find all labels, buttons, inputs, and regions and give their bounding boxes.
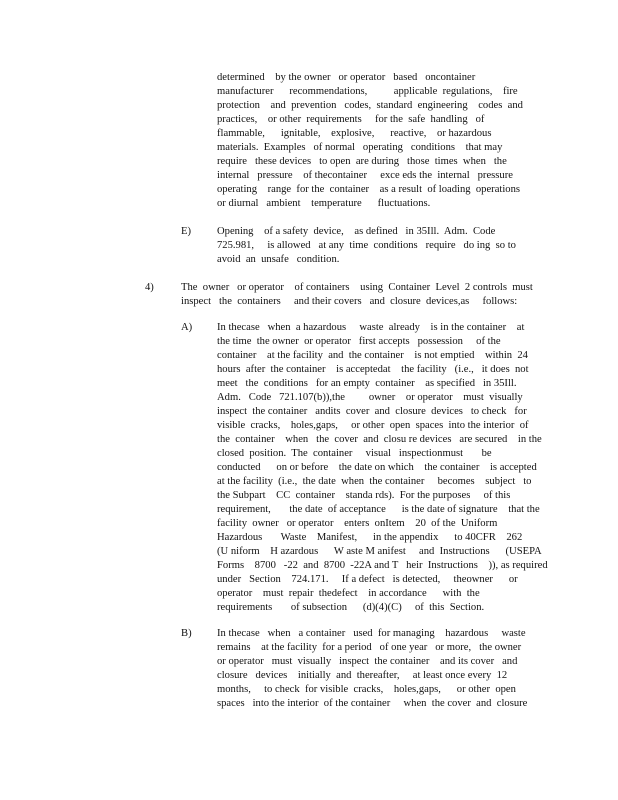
item-4-line: inspect the containers and their covers and closure devices,as follows:: [181, 296, 518, 307]
item-b-line: months, to check for visible cracks, holes,gaps, or other open: [217, 684, 516, 695]
item-a-line: Adm. Code 721.107(b)),the owner or operator must visually: [217, 392, 523, 403]
item-b-line: closure devices initially and thereafter, at least once every 12: [217, 670, 508, 681]
item-a-line: meet the conditions for an empty container as specified in 35Ill.: [217, 378, 517, 389]
item-a-line: requirement, the date of acceptance is the date of signature that the: [217, 504, 540, 515]
item-a-label: A): [181, 322, 193, 333]
item-a-line: the container when the cover and closu re devices are secured in the: [217, 434, 542, 445]
item-a-line: the time the owner or operator first accepts possession of the: [217, 336, 501, 347]
item-a-line: the Subpart CC container standa rds). For the purposes of this: [217, 490, 511, 501]
continuation-line: require these devices to open are during those times when the: [217, 156, 507, 167]
item-a-line: container at the facility and the container is not emptied within 24: [217, 350, 528, 361]
item-a-line: visible cracks, holes,gaps, or other open spaces into the interior of: [217, 420, 529, 431]
item-a-line: closed position. The container visual inspectionmust be: [217, 448, 492, 459]
item-a-line: at the facility (i.e., the date when the container becomes subject to: [217, 476, 532, 487]
item-e-line: avoid an unsafe condition.: [217, 254, 340, 265]
continuation-line: practices, or other requirements for the safe handling of: [217, 114, 485, 125]
continuation-line: manufacturer recommendations, applicable regulations, fire: [217, 86, 518, 97]
item-b-label: B): [181, 628, 192, 639]
continuation-line: internal pressure of thecontainer exce eds the internal pressure: [217, 170, 513, 181]
item-b-line: or operator must visually inspect the container and its cover and: [217, 656, 518, 667]
item-a-line: facility owner or operator enters onItem 20 of the Uniform: [217, 518, 498, 529]
item-e-line: Opening of a safety device, as defined in 35Ill. Adm. Code: [217, 226, 496, 237]
item-e-line: 725.981, is allowed at any time conditions require do ing so to: [217, 240, 516, 251]
item-b-line: spaces into the interior of the container when the cover and closure: [217, 698, 528, 709]
item-e-label: E): [181, 226, 191, 237]
continuation-line: or diurnal ambient temperature fluctuations.: [217, 198, 431, 209]
item-a-line: requirements of subsection (d)(4)(C) of this Section.: [217, 602, 485, 613]
item-a-line: under Section 724.171. If a defect is detected, theowner or: [217, 574, 518, 585]
item-a-line: (U niform H azardous W aste M anifest and Instructions (USEPA: [217, 546, 542, 557]
item-a-line: Hazardous Waste Manifest, in the appendix to 40CFR 262: [217, 532, 523, 543]
continuation-line: determined by the owner or operator based oncontainer: [217, 72, 476, 83]
item-a-line: hours after the container is acceptedat the facility (i.e., it does not: [217, 364, 529, 375]
continuation-line: protection and prevention codes, standard engineering codes and: [217, 100, 523, 111]
continuation-line: materials. Examples of normal operating conditions that may: [217, 142, 503, 153]
item-a-line: inspect the container andits cover and closure devices to check for: [217, 406, 527, 417]
continuation-line: flammable, ignitable, explosive, reactive, or hazardous: [217, 128, 492, 139]
item-b-line: In thecase when a container used for managing hazardous waste: [217, 628, 526, 639]
item-4-label: 4): [145, 282, 154, 293]
item-a-line: operator must repair thedefect in accordance with the: [217, 588, 480, 599]
item-a-line: In thecase when a hazardous waste already is in the container at: [217, 322, 525, 333]
item-4-line: The owner or operator of containers using Container Level 2 controls must: [181, 282, 533, 293]
item-a-line: Forms 8700 -22 and 8700 -22A and T heir Instructions )), as required: [217, 560, 548, 571]
continuation-line: operating range for the container as a result of loading operations: [217, 184, 520, 195]
item-b-line: remains at the facility for a period of one year or more, the owner: [217, 642, 522, 653]
item-a-line: conducted on or before the date on which the container is accepted: [217, 462, 537, 473]
